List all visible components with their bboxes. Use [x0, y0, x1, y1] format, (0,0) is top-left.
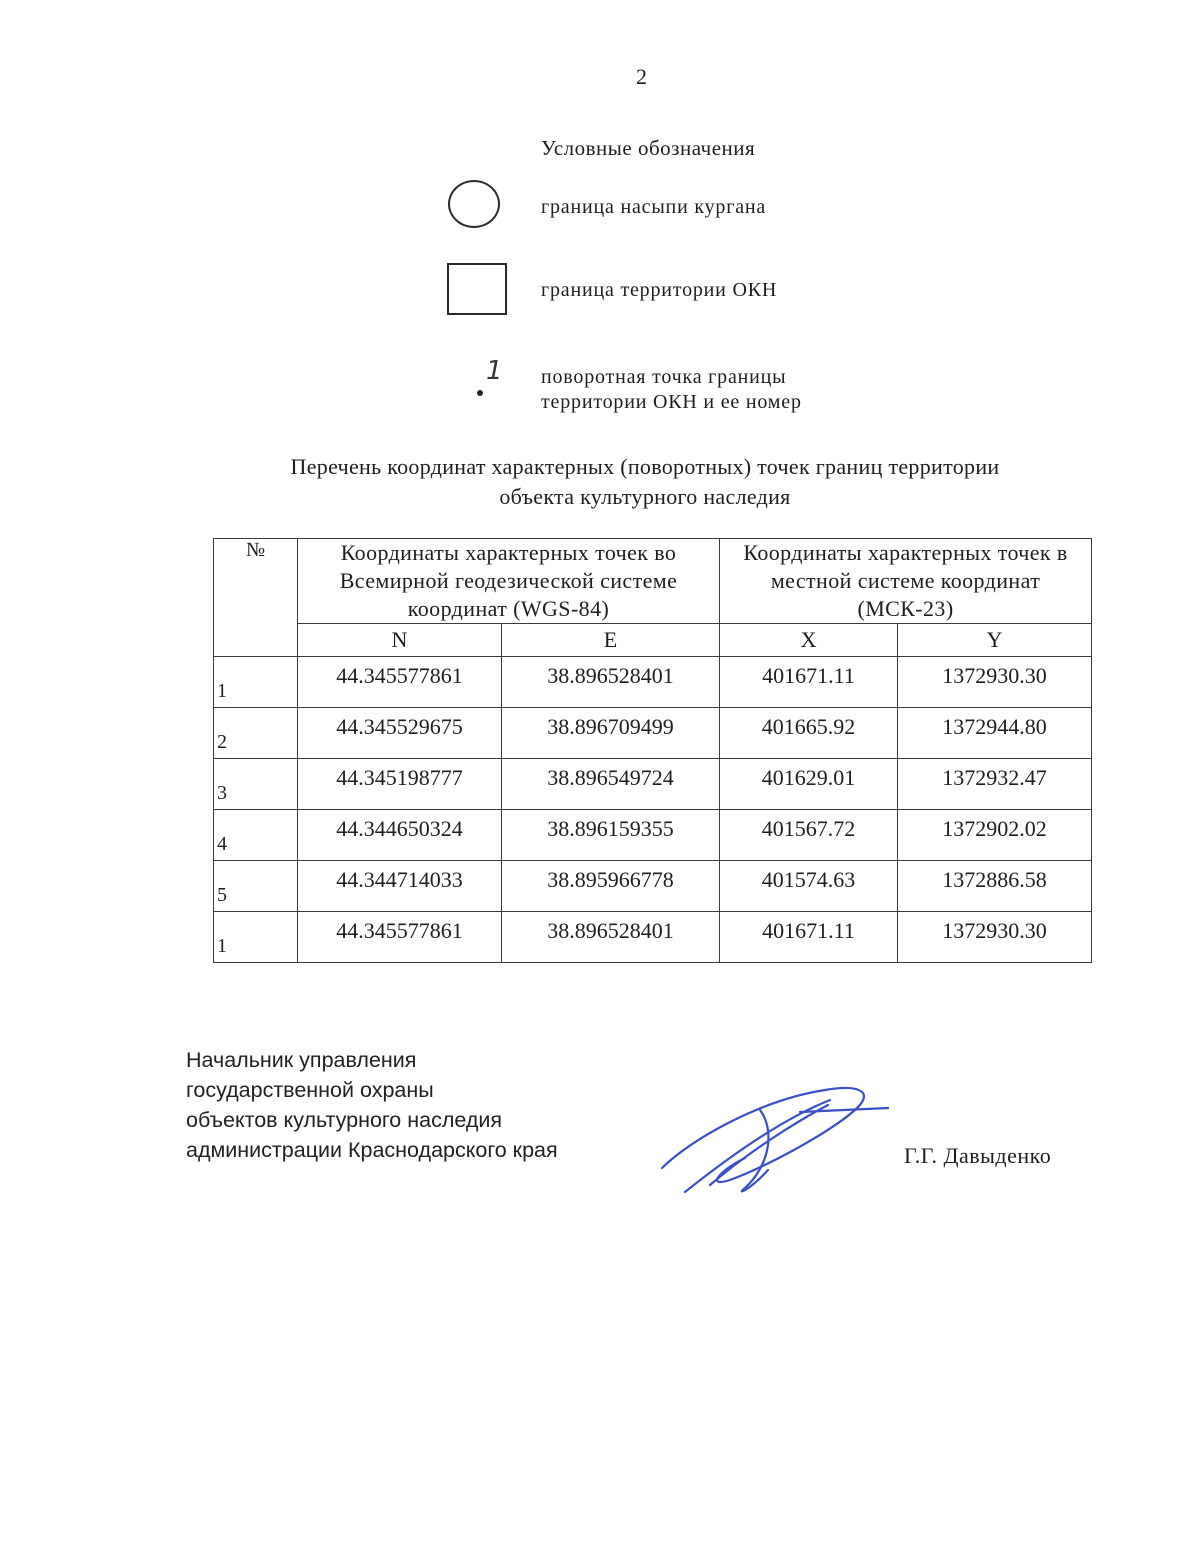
cell-x: 401629.01	[720, 759, 898, 810]
table-row	[214, 759, 1092, 810]
cell-num: 1	[214, 657, 298, 708]
header-number: №	[214, 539, 298, 657]
cell-y: 1372902.02	[898, 810, 1092, 861]
header-wgs84: Координаты характерных точек во Всемирной геодезической системе координат (WGS-84)	[298, 539, 720, 624]
table-row	[214, 708, 1092, 759]
signature-strokes	[662, 1088, 888, 1192]
turning-point-dot	[477, 390, 483, 396]
legend-title: Условные обозначения	[541, 136, 756, 160]
cell-y: 1372932.47	[898, 759, 1092, 810]
cell-y: 1372930.30	[898, 657, 1092, 708]
cell-n: 44.345577861	[298, 912, 502, 963]
turning-point-number: 1	[486, 356, 503, 386]
table-heading	[200, 452, 1090, 512]
header-x: X	[720, 624, 898, 657]
cell-y: 1372886.58	[898, 861, 1092, 912]
cell-x: 401567.72	[720, 810, 898, 861]
legend-label-mound-boundary: граница насыпи кургана	[541, 196, 767, 218]
table-row	[214, 912, 1092, 963]
table-heading-line2: объекта культурного наследия	[499, 484, 791, 509]
header-msk23: Координаты характерных точек в местной системе координат (МСК-23)	[720, 539, 1092, 624]
mound-boundary-circle-icon	[448, 180, 500, 228]
legend-label-turning-point-line1: поворотная точка границы	[541, 366, 787, 388]
table-row	[214, 810, 1092, 861]
cell-n: 44.345198777	[298, 759, 502, 810]
table-row	[214, 657, 1092, 708]
cell-e: 38.896549724	[502, 759, 720, 810]
territory-boundary-square-icon	[447, 263, 507, 315]
signer-position	[186, 1045, 558, 1165]
handwritten-signature	[650, 1070, 900, 1200]
cell-num: 5	[214, 861, 298, 912]
signer-name: Г.Г. Давыденко	[904, 1143, 1052, 1168]
legend-label-turning-point-line2: территории ОКН и ее номер	[541, 391, 802, 413]
cell-y: 1372944.80	[898, 708, 1092, 759]
signer-position-line: объектов культурного наследия	[186, 1108, 503, 1132]
cell-num: 1	[214, 912, 298, 963]
cell-num: 4	[214, 810, 298, 861]
cell-x: 401671.11	[720, 657, 898, 708]
cell-e: 38.896709499	[502, 708, 720, 759]
header-n: N	[298, 624, 502, 657]
cell-num: 2	[214, 708, 298, 759]
signer-position-line: государственной охраны	[186, 1078, 434, 1102]
cell-n: 44.344714033	[298, 861, 502, 912]
cell-e: 38.896528401	[502, 657, 720, 708]
cell-num: 3	[214, 759, 298, 810]
legend-label-turning-point	[541, 365, 802, 415]
cell-n: 44.345529675	[298, 708, 502, 759]
cell-e: 38.896528401	[502, 912, 720, 963]
cell-e: 38.895966778	[502, 861, 720, 912]
header-e: E	[502, 624, 720, 657]
table-heading-line1: Перечень координат характерных (поворотных) точек границ территории	[290, 454, 1000, 479]
legend-label-territory-boundary: граница территории ОКН	[541, 279, 778, 301]
coordinates-table	[213, 538, 1092, 963]
page-number: 2	[636, 64, 647, 89]
turning-point-icon	[474, 356, 510, 400]
cell-x: 401665.92	[720, 708, 898, 759]
table-row	[214, 861, 1092, 912]
cell-x: 401574.63	[720, 861, 898, 912]
cell-n: 44.344650324	[298, 810, 502, 861]
signer-position-line: администрации Краснодарского края	[186, 1138, 558, 1162]
cell-y: 1372930.30	[898, 912, 1092, 963]
header-y: Y	[898, 624, 1092, 657]
cell-x: 401671.11	[720, 912, 898, 963]
cell-n: 44.345577861	[298, 657, 502, 708]
signer-position-line: Начальник управления	[186, 1048, 417, 1072]
cell-e: 38.896159355	[502, 810, 720, 861]
